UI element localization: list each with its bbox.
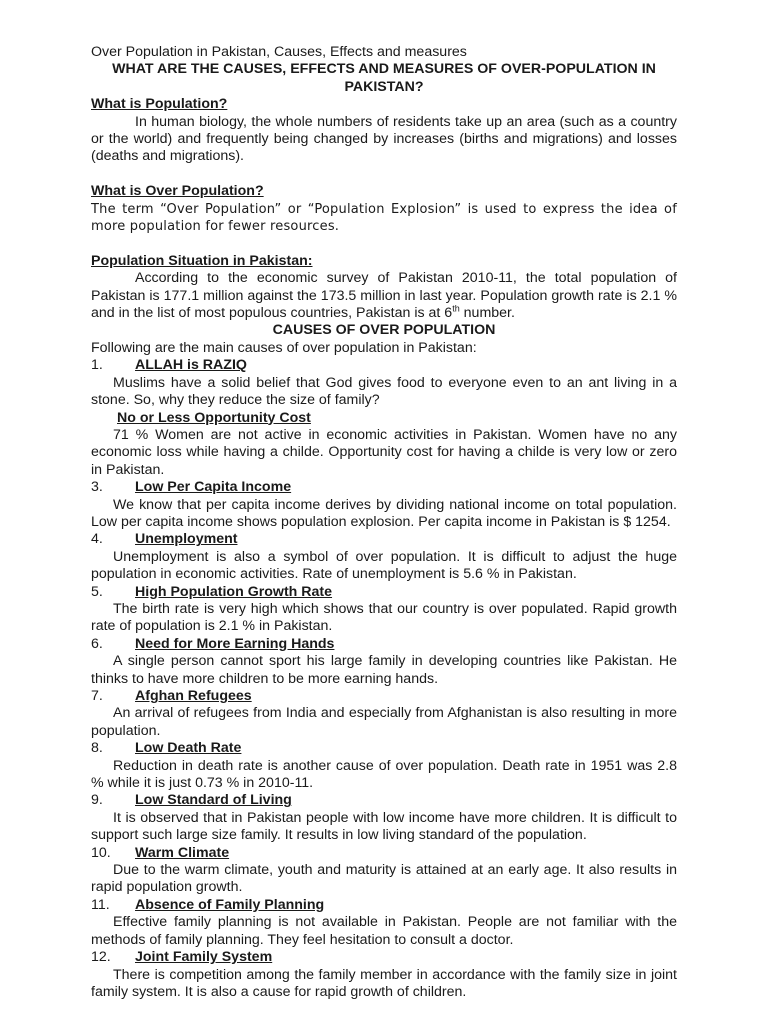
cause-item xyxy=(91,688,677,740)
causes-heading: CAUSES OF OVER POPULATION xyxy=(272,322,496,339)
cause-title: Afghan Refugees xyxy=(135,688,252,704)
cause-heading xyxy=(91,357,677,374)
cause-number: 3. xyxy=(91,479,103,496)
cause-text: Unemployment is also a symbol of over population. It is difficult to adjust the huge population in economic activities. Rate of unemployment is 5.6 % in Pakistan. xyxy=(91,548,677,583)
cause-title: ALLAH is RAZIQ xyxy=(135,357,247,374)
cause-item xyxy=(91,531,677,583)
cause-title: Low Death Rate xyxy=(135,740,242,757)
cause-number: 11. xyxy=(91,896,110,913)
spacer xyxy=(91,166,677,183)
cause-text: Muslims have a solid belief that God gives food to everyone even to an ant living in a stone. So, why they reduce the size of family? xyxy=(91,374,677,409)
cause-text: The birth rate is very high which shows that our country is over populated. Rapid growth rate of population is 2.1 % in Pakistan. xyxy=(91,600,677,635)
cause-title: Low Per Capita Income xyxy=(135,479,292,496)
document-title: Over Population in Pakistan, Causes, Effects and measures xyxy=(91,44,467,60)
cause-number: 1. xyxy=(91,357,103,374)
cause-text: An arrival of refugees from India and especially from Afghanistan is also resulting in more population. xyxy=(91,705,677,739)
cause-text: A single person cannot sport his large family in developing countries like Pakistan. He thinks to have more children to be more earning hands. xyxy=(91,653,677,687)
cause-item xyxy=(91,584,677,636)
main-heading: WHAT ARE THE CAUSES, EFFECTS AND MEASURES OF OVER-POPULATION IN PAKISTAN? xyxy=(112,61,656,95)
cause-item xyxy=(91,636,677,688)
cause-number: 5. xyxy=(91,583,103,600)
cause-title: Absence of Family Planning xyxy=(135,896,325,913)
over-population-body: The term “Over Population” or “Population Explosion” is used to express the idea of more population for fewer resources. xyxy=(91,201,677,235)
cause-number: 10. xyxy=(91,844,111,861)
cause-heading xyxy=(91,531,677,548)
cause-item xyxy=(91,845,677,897)
cause-heading xyxy=(91,410,677,427)
cause-item xyxy=(91,740,677,792)
cause-item xyxy=(91,410,677,480)
cause-title: Low Standard of Living xyxy=(135,792,292,809)
cause-title: Joint Family System xyxy=(135,949,273,966)
situation-text-end: number. xyxy=(459,305,515,322)
cause-number: 4. xyxy=(91,531,103,548)
cause-item xyxy=(91,949,677,1001)
cause-title: Need for More Earning Hands xyxy=(135,635,335,652)
cause-text: Reduction in death rate is another cause of over population. Death rate in 1951 was 2.8 % while it is just 0.73 % in 2010-11. xyxy=(91,757,677,792)
cause-heading xyxy=(91,845,677,862)
cause-number: 8. xyxy=(91,740,103,757)
cause-heading xyxy=(91,479,677,496)
cause-title: No or Less Opportunity Cost xyxy=(117,409,311,426)
population-body: In human biology, the whole numbers of residents take up an area (such as a country or the world) and frequently being changed by increases (births and migrations) and losses (deaths and migrations). xyxy=(91,113,677,165)
situation-superscript: th xyxy=(452,303,460,314)
cause-text: There is competition among the family member in accordance with the family size in joint family system. It is also a cause for rapid growth of children. xyxy=(91,966,677,1000)
spacer xyxy=(91,235,677,252)
cause-text: Due to the warm climate, youth and maturity is attained at an early age. It also results in rapid population growth. xyxy=(91,862,677,896)
cause-heading xyxy=(91,584,677,601)
cause-heading xyxy=(91,636,677,653)
cause-text: Effective family planning is not available in Pakistan. People are not familiar with the methods of family planning. They feel hesitation to consult a doctor. xyxy=(91,914,677,948)
cause-text: It is observed that in Pakistan people with low income have more children. It is difficult to support such large size family. It results in low living standard of the population. xyxy=(91,809,677,844)
causes-list xyxy=(91,357,677,1001)
cause-heading xyxy=(91,792,677,809)
document-page xyxy=(91,44,677,1001)
cause-heading xyxy=(91,897,677,914)
cause-number: 7. xyxy=(91,688,103,704)
cause-item xyxy=(91,479,677,531)
cause-number: 12. xyxy=(91,949,111,966)
cause-title: High Population Growth Rate xyxy=(135,583,333,600)
cause-item xyxy=(91,792,677,844)
cause-number: 6. xyxy=(91,635,103,652)
cause-title: Warm Climate xyxy=(135,844,230,861)
cause-item xyxy=(91,897,677,949)
causes-intro: Following are the main causes of over population in Pakistan: xyxy=(91,339,477,356)
cause-heading xyxy=(91,688,677,705)
situation-heading: Population Situation in Pakistan: xyxy=(91,252,313,269)
population-heading: What is Population? xyxy=(91,96,228,113)
situation-body xyxy=(91,270,677,322)
over-population-heading: What is Over Population? xyxy=(91,183,264,200)
cause-text: 71 % Women are not active in economic activities in Pakistan. Women have no any economic loss while having a childe. Opportunity cost for having a childe is very low or zero in Pakistan. xyxy=(91,426,677,478)
cause-text: We know that per capita income derives by dividing national income on total population. Low per capita income shows population explosion. Per capita income in Pakistan is $ 1254. xyxy=(91,496,677,530)
cause-item xyxy=(91,357,677,409)
cause-heading xyxy=(91,740,677,757)
cause-number: 9. xyxy=(91,792,103,809)
situation-text: According to the economic survey of Pakistan 2010-11, the total population of Pakistan is 177.1 million against the 173.5 million in last year. Population growth rate is 2.1 % and in the list of most populous countries, Pakistan is at 6 xyxy=(91,270,677,322)
cause-title: Unemployment xyxy=(135,531,238,548)
cause-heading xyxy=(91,949,677,966)
